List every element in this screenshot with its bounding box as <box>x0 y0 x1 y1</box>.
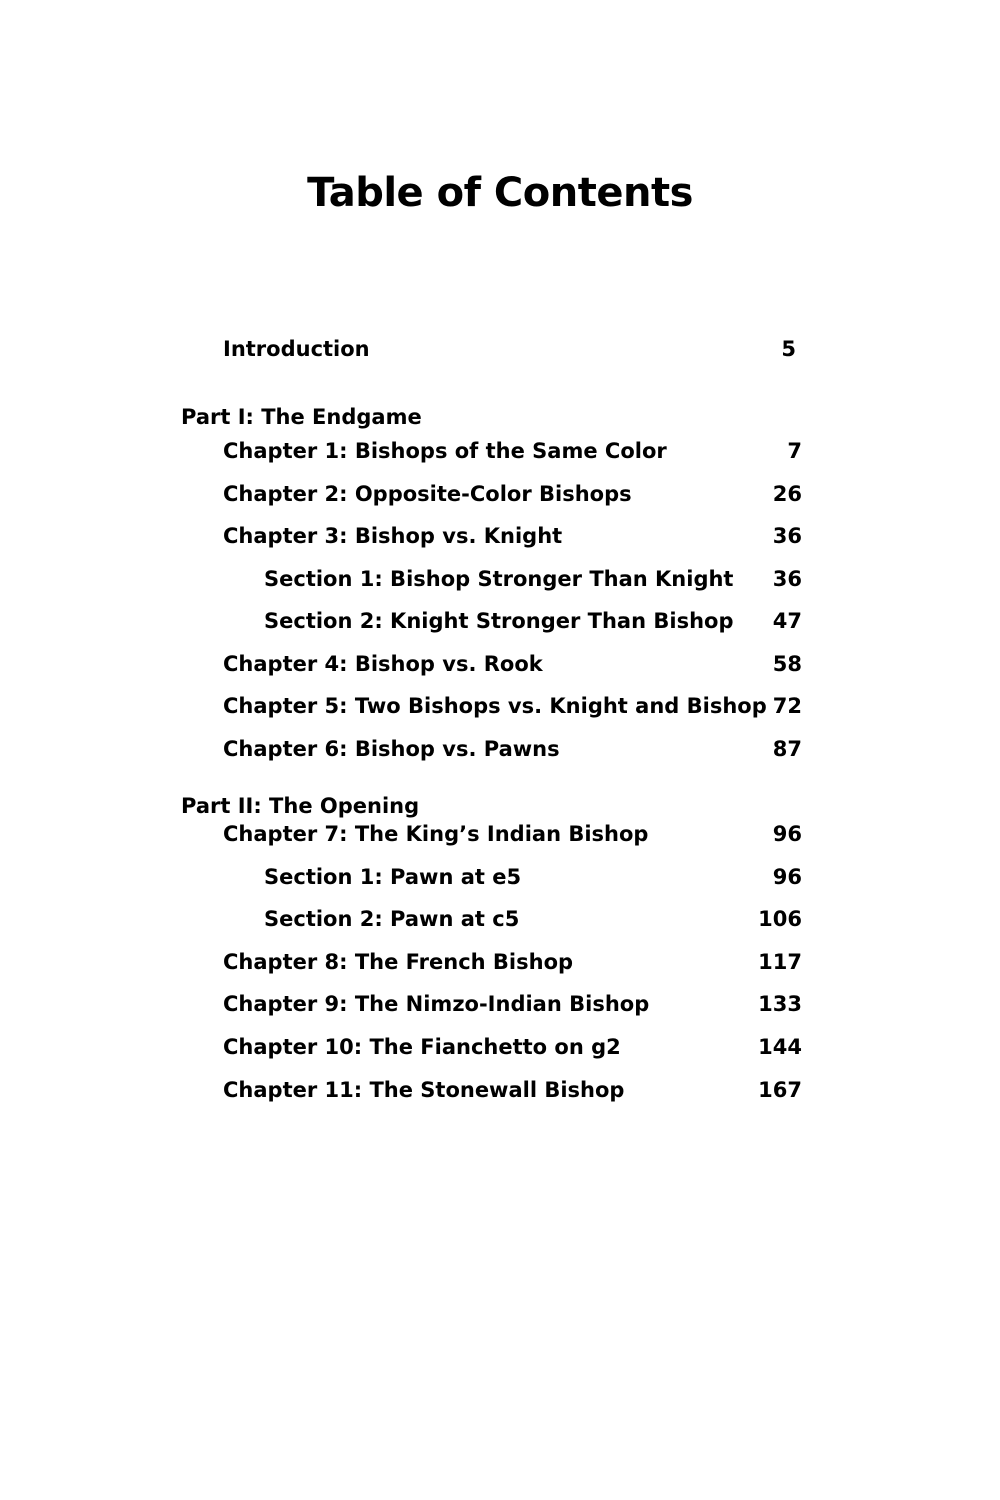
toc-page-number: 167 <box>758 1078 802 1102</box>
toc-entry-chapter-4: Chapter 4: Bishop vs. Rook <box>223 652 543 676</box>
toc-entry-chapter-8: Chapter 8: The French Bishop <box>223 950 574 974</box>
toc-page-number: 106 <box>758 907 802 931</box>
toc-page-number: 72 <box>772 694 802 718</box>
toc-entry-section: Section 1: Bishop Stronger Than Knight <box>264 567 734 591</box>
toc-page-number: 7 <box>787 439 802 463</box>
toc-entry-chapter-11: Chapter 11: The Stonewall Bishop <box>223 1078 625 1102</box>
toc-page-number: 5 <box>781 337 796 361</box>
toc-page-number: 133 <box>758 992 802 1016</box>
toc-entry-chapter-7: Chapter 7: The King’s Indian Bishop <box>223 822 649 846</box>
toc-page-number: 117 <box>758 950 802 974</box>
toc-entry-section: Section 2: Pawn at c5 <box>264 907 520 931</box>
toc-entry-chapter-6: Chapter 6: Bishop vs. Pawns <box>223 737 560 761</box>
toc-page-number: 96 <box>772 822 802 846</box>
toc-entry-chapter-1: Chapter 1: Bishops of the Same Color <box>223 439 667 463</box>
toc-part-heading: Part I: The Endgame <box>181 405 422 429</box>
toc-entry-chapter-3: Chapter 3: Bishop vs. Knight <box>223 524 563 548</box>
toc-entry-chapter-5: Chapter 5: Two Bishops vs. Knight and Bishop <box>223 694 767 718</box>
toc-entry-section: Section 1: Pawn at e5 <box>264 865 522 889</box>
toc-page-number: 58 <box>772 652 802 676</box>
toc-entry-section: Section 2: Knight Stronger Than Bishop <box>264 609 734 633</box>
toc-page-number: 36 <box>772 524 802 548</box>
toc-page-number: 26 <box>772 482 802 506</box>
toc-entry-introduction: Introduction <box>223 337 370 361</box>
toc-page-number: 36 <box>772 567 802 591</box>
page-title: Table of Contents <box>307 170 693 216</box>
toc-page-number: 96 <box>772 865 802 889</box>
toc-entry-chapter-10: Chapter 10: The Fianchetto on g2 <box>223 1035 621 1059</box>
toc-page-number: 87 <box>772 737 802 761</box>
toc-entry-chapter-2: Chapter 2: Opposite-Color Bishops <box>223 482 632 506</box>
toc-entry-chapter-9: Chapter 9: The Nimzo-Indian Bishop <box>223 992 650 1016</box>
toc-page-number: 144 <box>758 1035 802 1059</box>
toc-part-heading: Part II: The Opening <box>181 794 420 818</box>
toc-page-number: 47 <box>772 609 802 633</box>
